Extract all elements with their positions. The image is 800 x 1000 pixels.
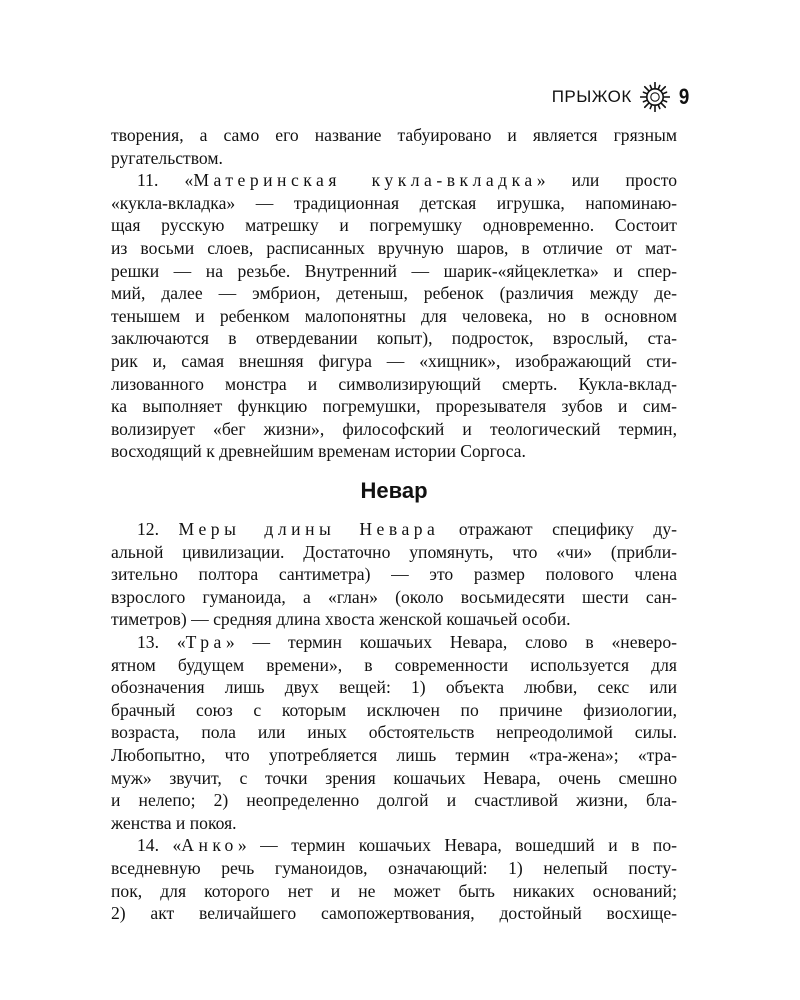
- entry-term: Меры длины Невара: [178, 519, 440, 539]
- paragraph-line: зительно полтора сантиметра) — это размер полового члена: [111, 564, 677, 585]
- entry-number: 11. «: [137, 170, 194, 191]
- sunburst-ray: [650, 85, 651, 88]
- entry-number: 12.: [137, 519, 179, 539]
- sunburst-ray: [661, 103, 665, 107]
- paragraph-line: из восьми слоев, расписанных вручную шаров, в отличие от мат-: [111, 237, 677, 258]
- paragraph-line: возраста, пола или иных обстоятельств непреодолимой силы.: [111, 722, 677, 743]
- paragraph-line: тиметров) — средняя длина хвоста женской кошачьей особи.: [111, 609, 571, 630]
- paragraph-line: щая русскую матрешку и погремушку одновременно. Состоит: [111, 215, 677, 236]
- paragraph-line: заключаются в отвердевании копыт), подросток, взрослый, ста-: [111, 328, 677, 349]
- sunburst-ray: [643, 92, 646, 93]
- paragraph-line: вседневную речь гуманоидов, означающий: 1) нелепый посту-: [111, 857, 677, 878]
- paragraph-line: 2) акт величайшего самопожертвования, достойный восхище-: [111, 903, 677, 924]
- entry-line-rest: отражают специфику ду-: [439, 519, 678, 539]
- paragraph-line: тенышем и ребенком малопонятны для человека, но в основном: [111, 305, 677, 326]
- page-number: 9: [678, 84, 690, 109]
- sunburst-ray: [658, 85, 659, 88]
- sunburst-ray: [644, 87, 648, 91]
- entry-11-first-line: [111, 169, 677, 192]
- paragraph-line: лизованного монстра и символизирующий смерть. Кукла-вклад-: [111, 373, 677, 394]
- sunburst-ray: [663, 100, 666, 101]
- entry-number: 14. «: [137, 835, 182, 856]
- paragraph-line: ругательством.: [111, 147, 223, 168]
- entry-12-first-line: [111, 518, 677, 541]
- paragraph-line: Любопытно, что употребляется лишь термин «тра-жена»; «тра-: [111, 744, 677, 765]
- paragraph-line: рик и, самая внешняя фигура — «хищник», изображающий сти-: [111, 350, 677, 371]
- paragraph-line: мий, далее — эмбрион, детеныш, ребенок (различия между де-: [111, 283, 677, 304]
- entry-term: Анко: [181, 835, 238, 856]
- paragraph-line: женства и покоя.: [111, 812, 237, 833]
- paragraph-line: творения, а само его название табуировано и является грязным: [111, 125, 677, 145]
- entry-13-first-line: [111, 631, 677, 654]
- entry-number: 13. «: [137, 631, 186, 652]
- entry-line-rest: » — термин кошачьих Невара, слово в «неверо-: [225, 631, 677, 652]
- paragraph-line: взрослого гуманоида, а «глан» (около восьмидесяти шести сан-: [111, 586, 677, 607]
- sunburst-ray: [661, 87, 665, 91]
- entry-line-rest: » или просто: [536, 170, 677, 191]
- sunburst-ray: [643, 100, 646, 101]
- text-block-bottom: [111, 518, 677, 925]
- sunburst-ray: [663, 92, 666, 93]
- paragraph-line: альной цивилизации. Достаточно упомянуть, что «чи» (прибли-: [111, 541, 677, 562]
- running-head: [400, 80, 690, 114]
- entry-14-first-line: [111, 834, 677, 857]
- paragraph-line: муж» звучит, с точки зрения кошачьих Невара, очень смешно: [111, 767, 677, 788]
- paragraph-line: «кукла-вкладка» — традиционная детская игрушка, напоминаю-: [111, 192, 677, 213]
- entry-term: Материнская кукла-вкладка: [193, 170, 537, 191]
- paragraph-line: восходящий к древнейшим временам истории Соргоса.: [111, 441, 526, 462]
- paragraph-line: брачный союз с которым исключен по причине физиологии,: [111, 699, 677, 720]
- section-heading: Невар: [360, 478, 428, 503]
- paragraph-line: пок, для которого нет и не может быть никаких оснований;: [111, 880, 677, 901]
- entry-line-rest: » — термин кошачьих Невара, вошедший и в по-: [237, 835, 677, 856]
- sunburst-icon: [640, 82, 670, 112]
- paragraph-line: ка выполняет функцию погремушки, прорезывателя зубов и сим-: [111, 396, 677, 417]
- paragraph-line: решки — на резьбе. Внутренний — шарик-«яйцеклетка» и спер-: [111, 260, 677, 281]
- entry-term: Тра: [185, 631, 226, 652]
- running-head-title: ПРЫЖОК: [551, 87, 632, 106]
- paragraph-line: обозначения лишь двух вещей: 1) объекта любви, секс или: [111, 677, 677, 698]
- paragraph-line: и нелепо; 2) неопределенно долгой и счастливой жизни, бла-: [111, 790, 677, 811]
- sunburst-ray: [650, 105, 651, 108]
- paragraph-line: ятном будущем времени», в современности используется для: [111, 654, 677, 675]
- sunburst-ray: [658, 105, 659, 108]
- text-block-top: [111, 124, 677, 463]
- paragraph-line: волизирует «бег жизни», философский и теологический термин,: [111, 418, 677, 439]
- sunburst-ray: [644, 103, 648, 107]
